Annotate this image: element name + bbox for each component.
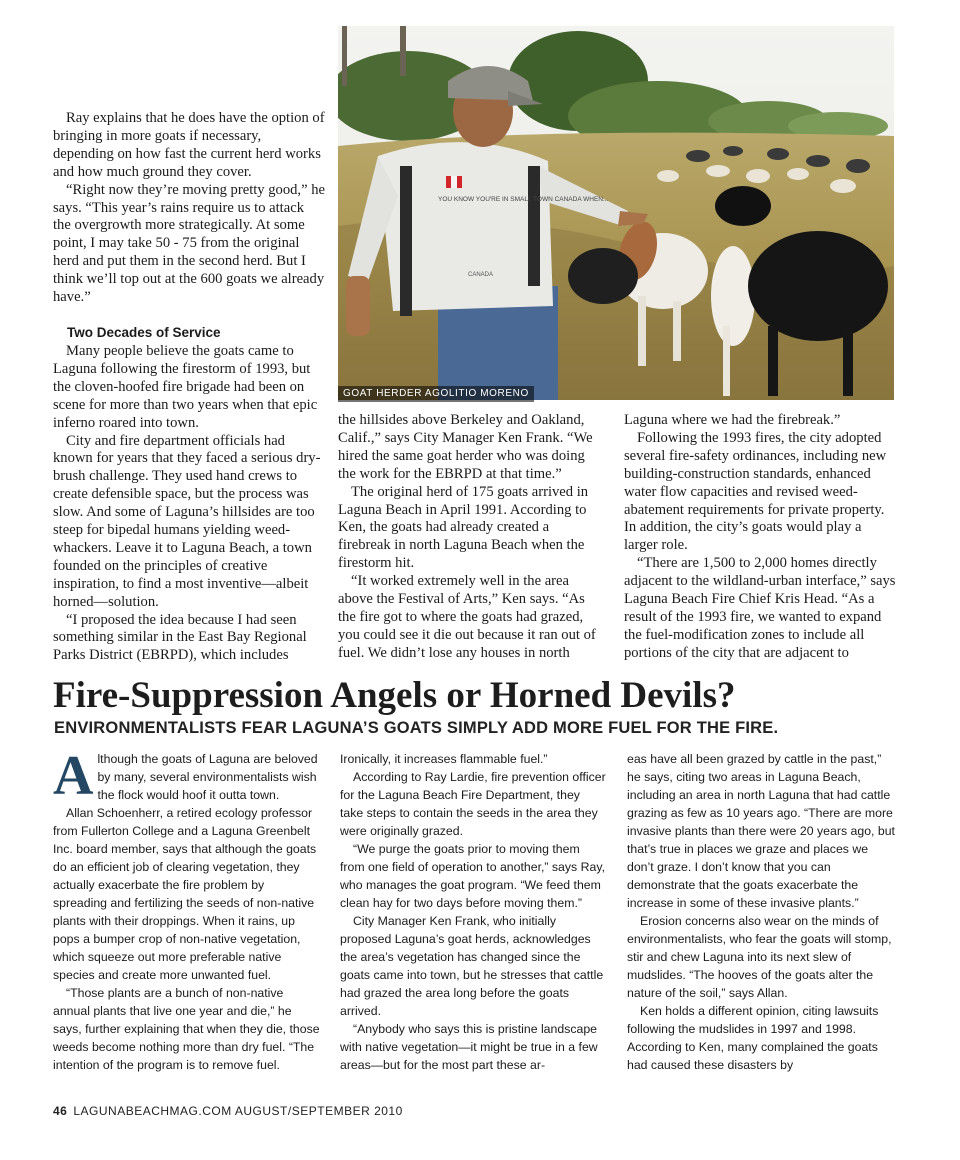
shirt-print: YOU KNOW YOU'RE IN SMALL TOWN CANADA WHEN... [438,196,609,203]
paragraph: “We purge the goats prior to moving them from one field of operation to another,” says Ray, who manages the goat program. “We feed them clean hay for two days before moving them.” [340,842,605,910]
paragraph: “It worked extremely well in the area above the Festival of Arts,” Ken says. “As the fire got to where the goats had grazed, you could see it die out because it ran out of fuel. We didn’t lose any houses in north [338,573,596,661]
paragraph: City Manager Ken Frank, who initially proposed Laguna’s goat herds, acknowledges the area’s vegetation has changed since the goats came into town, but he stresses that cattle had grazed the area long before the goats arrived. [340,914,604,1018]
article-column-right [624,412,896,663]
paragraph: “Anybody who says this is pristine landscape with native vegetation—it might be true in a few areas—but for the most part these ar- [340,1022,598,1072]
sidebar-column-middle [340,750,606,1074]
sidebar-headline: Fire-Suppression Angels or Horned Devils? [53,675,736,716]
footer-text: LAGUNABEACHMAG.COM AUGUST/SEPTEMBER 2010 [73,1104,403,1118]
paragraph: “Right now they’re moving pretty good,” he says. “This year’s rains require us to attack the overgrowth more strategically. At some point, I may take 50 - 75 from the original herd and put them in the second herd. But I think we’ll top out at the 600 goats we already have.” [53,181,325,306]
paragraph: Following the 1993 fires, the city adopted several fire-safety ordinances, including new building-construction standards, enhanced water flow capacities and revised weed-abatement requirements for private property. In addition, the city’s goats would play a larger role. [624,429,887,554]
paragraph: Erosion concerns also wear on the minds of environmentalists, who fear the goats will stomp, stir and chew Laguna into its next slew of mudslides. “The hooves of the goats alter the nature of the soil,” says Allan. [627,914,892,1000]
paragraph: Laguna where we had the firebreak.” [624,412,841,428]
paragraph: “I proposed the idea because I had seen something similar in the East Bay Regional Parks District (EBRPD), which includes [53,611,307,664]
photo-caption: GOAT HERDER AGOLITIO MORENO [338,386,534,402]
sidebar-dek: ENVIRONMENTALISTS FEAR LAGUNA’S GOATS SIMPLY ADD MORE FUEL FOR THE FIRE. [54,719,779,737]
paragraph: Ironically, it increases flammable fuel.” [340,752,548,766]
lead-paragraph-text: lthough the goats of Laguna are beloved by many, several environmentalists wish the flock would hoof it outta town. [97,752,318,802]
shirt-print-2: CANADA [468,272,494,278]
paragraph: Many people believe the goats came to Laguna following the firestorm of 1993, but the cloven-hoofed fire brigade had been on scene for more than two years when that epic inferno roared into town. [53,342,318,431]
article-column-left [53,110,325,665]
section-subhead: Two Decades of Service [67,324,221,340]
paragraph: Allan Schoenherr, a retired ecology professor from Fullerton College and a Laguna Greenbelt Inc. board member, says that although the goats do an efficient job of clearing vegetation, they actually exacerbate the fire problem by spreading and fertilizing the seeds of non-native plants with their droppings. When it rains, up pops a bumper crop of non-native vegetation, which squeeze out more preferable native species and create more unwanted fuel. [53,806,317,982]
sidebar-column-right [627,750,897,1074]
paragraph: “There are 1,500 to 2,000 homes directly adjacent to the wildland-urban interface,” says Laguna Beach Fire Chief Kris Head. “As a result of the 1993 fire, we wanted to expand the fuel-modification zones to include all portions of the city that are adjacent to [624,555,896,661]
page-footer [53,1104,403,1118]
paragraph: the hillsides above Berkeley and Oakland, Calif.,” says City Manager Ken Frank. “We hired the same goat herder who was doing the work for the EBRPD at that time.” [338,412,593,482]
paragraph: “Those plants are a bunch of non-native annual plants that live one year and die,” he says, further explaining that when they die, those weeds become nothing more than dry fuel. “The intention of the program is to remove fuel. [53,986,320,1072]
lead-paragraph [53,745,321,807]
paragraph: Ray explains that he does have the option of bringing in more goats if necessary, depending on how fast the current herd works and how much ground they cover. [53,110,325,180]
goat-herder-photo [338,26,894,400]
drop-cap: A [53,745,94,807]
paragraph: Ken holds a different opinion, citing lawsuits following the mudslides in 1997 and 1998. According to Ken, many complained the goats had caused these disasters by [627,1004,879,1072]
article-column-middle [338,412,602,663]
paragraph: According to Ray Lardie, fire prevention officer for the Laguna Beach Fire Department, they take steps to contain the seeds in the area they were originally grazed. [340,770,606,838]
paragraph: The original herd of 175 goats arrived in Laguna Beach in April 1991. According to Ken, the goats had already created a firebreak in north Laguna Beach when the firestorm hit. [338,483,589,572]
paragraph: eas have all been grazed by cattle in the past,” he says, citing two areas in Laguna Beach, including an area in north Laguna that had cattle grazing as few as 10 years ago. “There are more invasive plants than there were 20 years ago, but that’s true in places we graze and places we don’t graze. I don’t know that you can demonstrate that the goats exacerbate the increase in some of these invasive plants.” [627,752,895,910]
page-number: 46 [53,1104,68,1118]
sidebar-column-left [53,745,321,1074]
paragraph: City and fire department officials had known for years that they faced a serious dry-brush challenge. They used hand crews to create defensible space, but the process was slow. And some of Laguna’s hillsides are too steep for bipedal humans yielding weed-whackers. Leave it to Laguna Beach, a town founded on the principles of creative inspiration, to find a most inventive—albeit horned—solution. [53,432,321,610]
